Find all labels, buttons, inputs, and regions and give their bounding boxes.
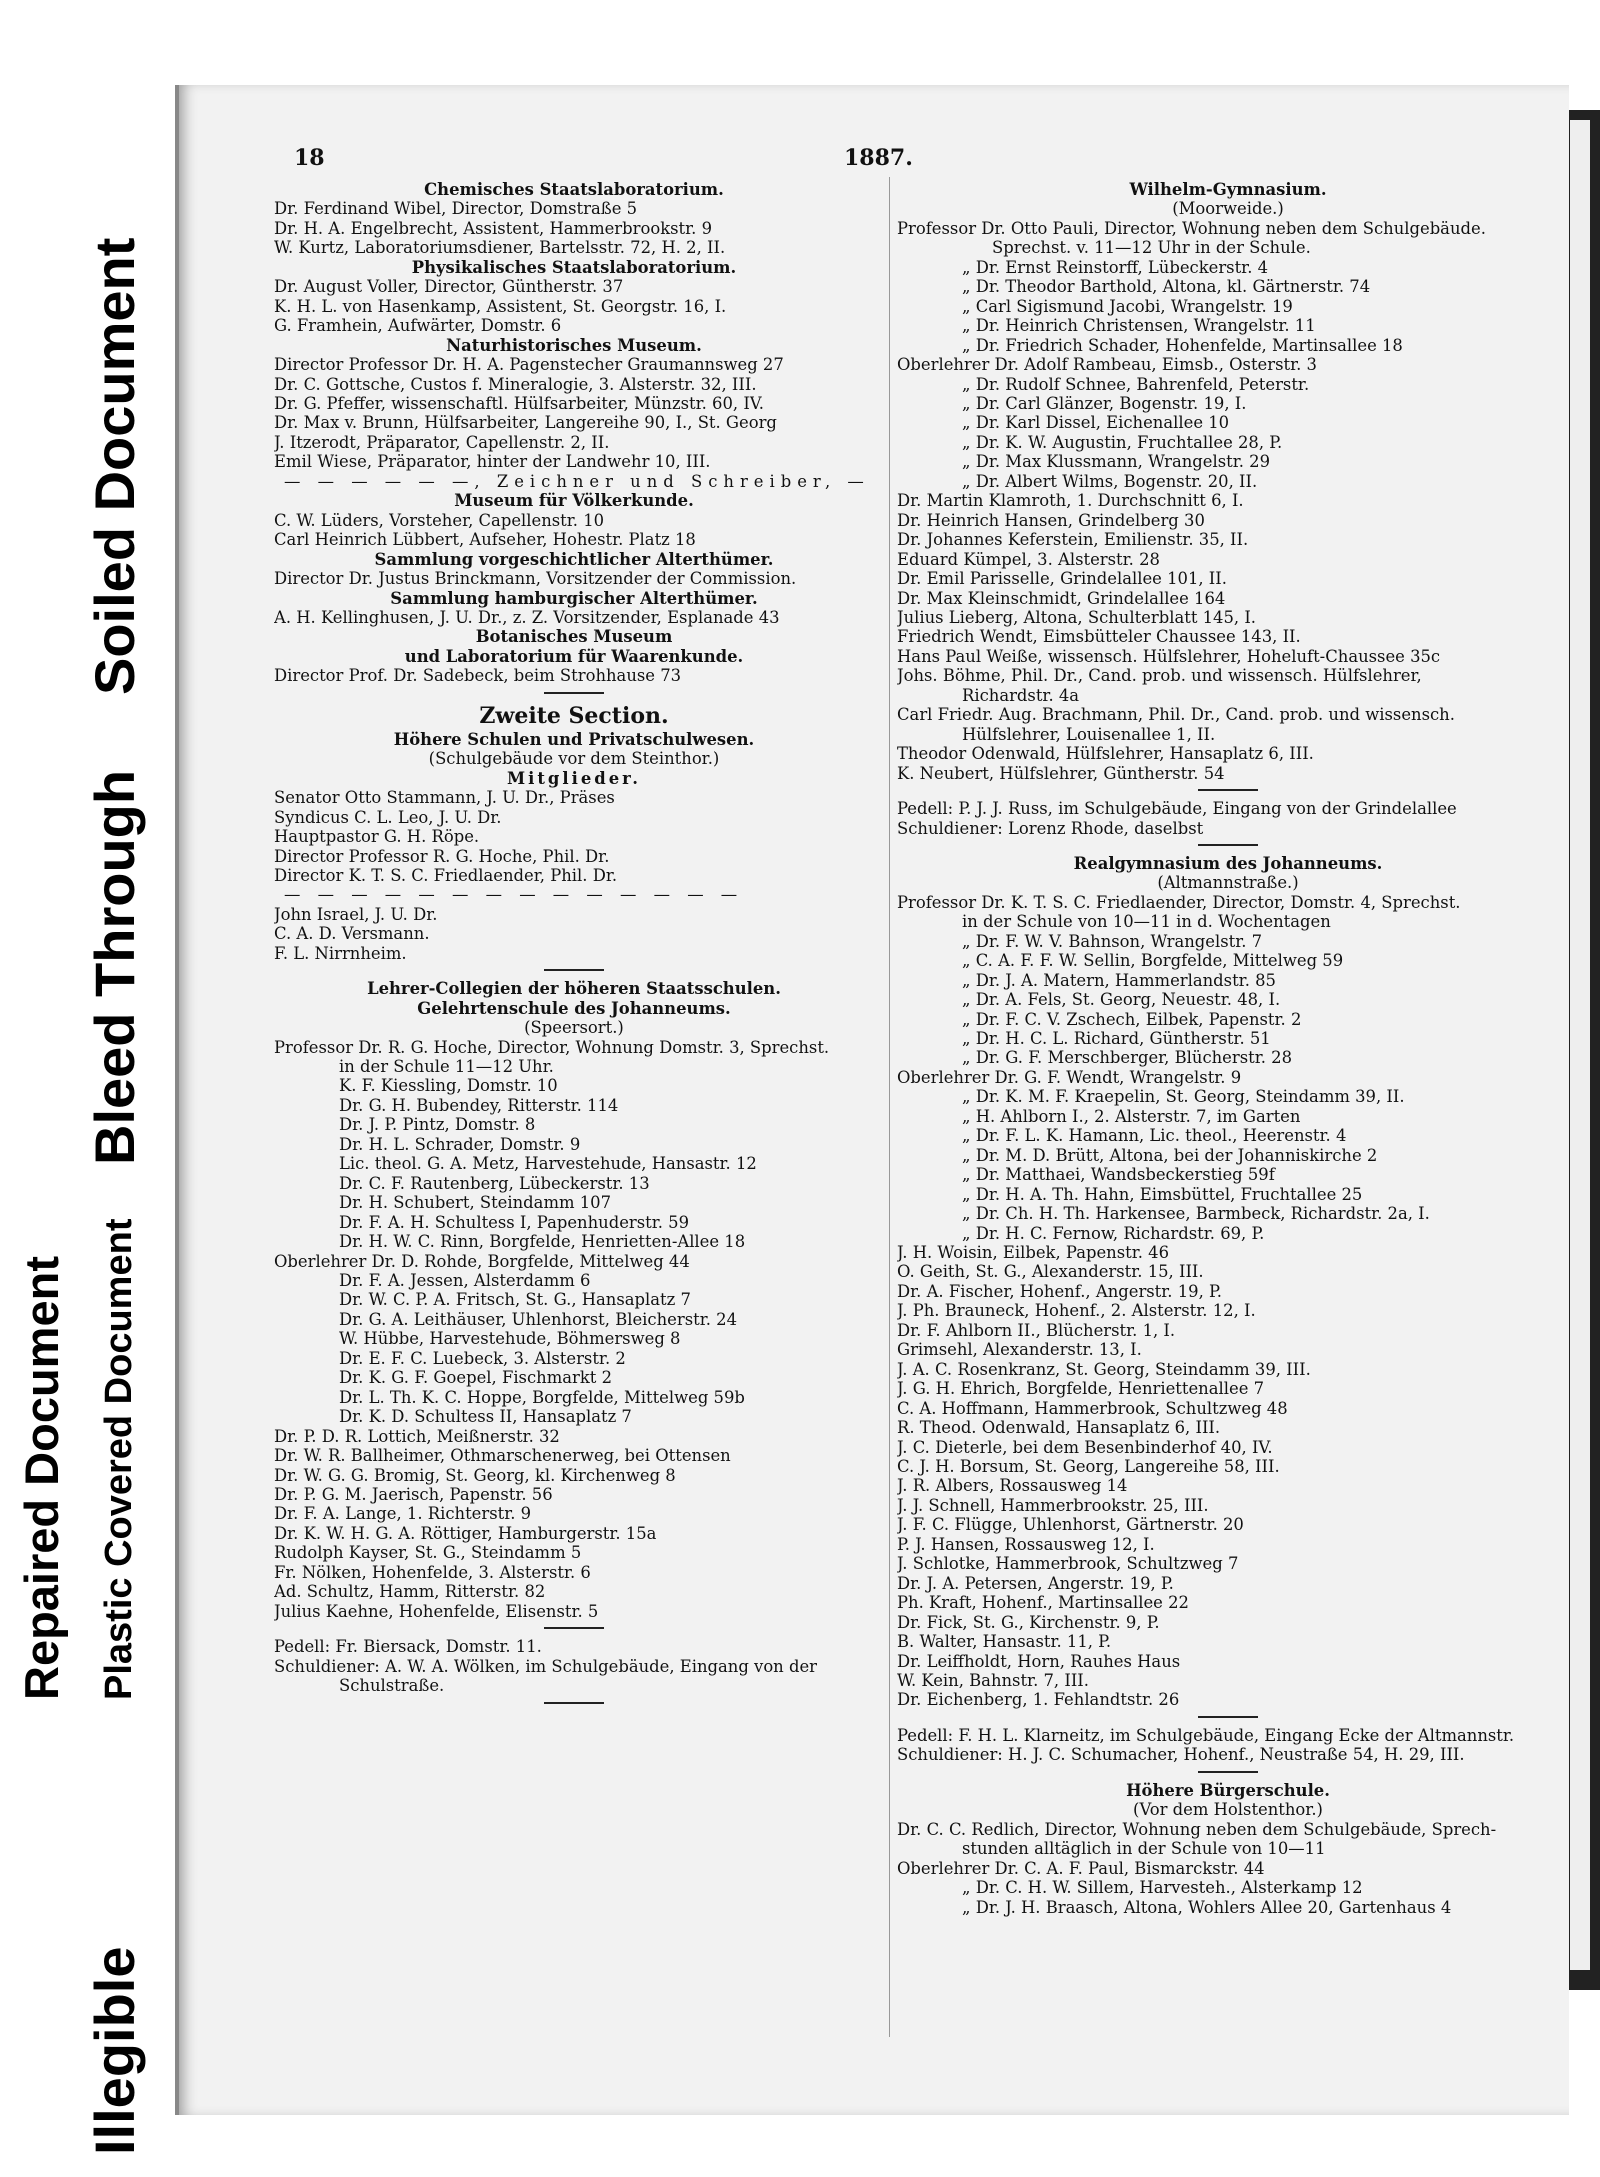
section-title: Gelehrtenschule des Johanneums. — [417, 998, 731, 1018]
directory-entry: C. A. Hoffmann, Hammerbrook, Schultzweg 48 — [897, 1398, 1288, 1418]
directory-entry: Dr. A. Fischer, Hohenf., Angerstr. 19, P. — [897, 1281, 1222, 1301]
directory-entry: Dr. Johannes Keferstein, Emilienstr. 35, II. — [897, 530, 1249, 550]
section-title: Realgymnasium des Johanneums. — [1073, 853, 1383, 873]
directory-entry: Richardstr. 4a — [962, 685, 1080, 705]
section-title: Chemisches Staatslaboratorium. — [424, 180, 724, 199]
left-column — [274, 180, 874, 1712]
directory-entry: J. R. Albers, Rossausweg 14 — [897, 1476, 1128, 1496]
directory-entry: Dr. F. A. Lange, 1. Richterstr. 9 — [274, 1504, 532, 1524]
section-title: Höhere Bürgerschule. — [1126, 1780, 1330, 1800]
directory-entry: Dr. August Voller, Director, Güntherstr. 37 — [274, 277, 624, 297]
directory-entry: „ Dr. F. W. V. Bahnson, Wrangelstr. 7 — [962, 931, 1263, 951]
directory-entry: J. H. Woisin, Eilbek, Papenstr. 46 — [897, 1243, 1170, 1263]
directory-entry: „ C. A. F. F. W. Sellin, Borgfelde, Mittelweg 59 — [962, 951, 1344, 971]
directory-entry: Dr. P. G. M. Jaerisch, Papenstr. 56 — [274, 1485, 553, 1504]
directory-entry: Director Dr. Justus Brinckmann, Vorsitzender der Commission. — [274, 569, 797, 589]
directory-entry: Dr. H. Schubert, Steindamm 107 — [339, 1193, 612, 1213]
directory-entry: C. A. D. Versmann. — [274, 924, 430, 944]
page-number: 18 — [294, 145, 325, 171]
directory-entry: Dr. G. Pfeffer, wissenschaftl. Hülfsarbeiter, Münzstr. 60, IV. — [274, 393, 764, 413]
directory-entry: Dr. K. G. F. Goepel, Fischmarkt 2 — [339, 1368, 613, 1388]
directory-entry: Professor Dr. Otto Pauli, Director, Wohnung neben dem Schulgebäude. — [897, 218, 1486, 238]
section-title: Wilhelm-Gymnasium. — [1129, 180, 1327, 199]
directory-entry: „ Dr. H. C. L. Richard, Güntherstr. 51 — [962, 1029, 1271, 1049]
directory-entry: J. Itzerodt, Präparator, Capellenstr. 2, II. — [274, 432, 610, 452]
directory-entry: Professor Dr. R. G. Hoche, Director, Wohnung Domstr. 3, Sprechst. — [274, 1037, 830, 1057]
directory-entry: Dr. K. D. Schultess II, Hansaplatz 7 — [339, 1407, 632, 1427]
directory-entry: Dr. K. W. H. G. A. Röttiger, Hamburgerstr. 15a — [274, 1523, 657, 1543]
section-rule — [1198, 844, 1258, 846]
section-rule — [544, 969, 604, 971]
directory-entry: Julius Kaehne, Hohenfelde, Elisenstr. 5 — [274, 1601, 599, 1621]
directory-entry: J. J. Schnell, Hammerbrookstr. 25, III. — [897, 1495, 1209, 1515]
directory-entry: Carl Heinrich Lübbert, Aufseher, Hohestr. Platz 18 — [274, 530, 696, 550]
directory-entry: W. Kein, Bahnstr. 7, III. — [897, 1670, 1089, 1690]
section-subtitle: (Schulgebäude vor dem Steinthor.) — [428, 749, 720, 769]
section-subtitle: (Altmannstraße.) — [1157, 873, 1299, 893]
directory-entry: „ Dr. H. A. Th. Hahn, Eimsbüttel, Fruchtallee 25 — [962, 1184, 1363, 1204]
directory-entry: „ H. Ahlborn I., 2. Alsterstr. 7, im Garten — [962, 1106, 1301, 1126]
directory-entry: J. Ph. Brauneck, Hohenf., 2. Alsterstr. 12, I. — [897, 1301, 1256, 1321]
section-title: Physikalisches Staatslaboratorium. — [411, 257, 737, 277]
directory-entry: J. Schlotke, Hammerbrook, Schultzweg 7 — [897, 1554, 1239, 1574]
label-plastic-covered-document: Plastic Covered Document — [98, 1218, 140, 1700]
label-repaired-document: Repaired Document — [15, 1256, 68, 1700]
directory-entry: Dr. W. R. Ballheimer, Othmarschenerweg, bei Ottensen — [274, 1446, 731, 1466]
document-condition-labels — [0, 0, 160, 2177]
directory-entry: Dr. W. C. P. A. Fritsch, St. G., Hansaplatz 7 — [339, 1290, 691, 1310]
directory-entry: „ Dr. F. L. K. Hamann, Lic. theol., Heerenstr. 4 — [962, 1126, 1347, 1146]
directory-entry: Dr. E. F. C. Luebeck, 3. Alsterstr. 2 — [339, 1348, 626, 1368]
right-column — [897, 180, 1559, 1917]
directory-entry: „ Dr. Friedrich Schader, Hohenfelde, Martinsallee 18 — [962, 335, 1403, 355]
directory-entry: „ Dr. J. A. Matern, Hammerlandstr. 85 — [962, 970, 1276, 990]
directory-entry: Schuldiener: H. J. C. Schumacher, Hohenf., Neustraße 54, H. 29, III. — [897, 1745, 1465, 1765]
directory-entry: C. J. H. Borsum, St. Georg, Langereihe 58, III. — [897, 1457, 1280, 1476]
directory-entry: Dr. C. Gottsche, Custos f. Mineralogie, 3. Alsterstr. 32, III. — [274, 374, 757, 394]
directory-entry: „ Dr. K. M. F. Kraepelin, St. Georg, Steindamm 39, II. — [962, 1087, 1405, 1107]
directory-entry: Director Prof. Dr. Sadebeck, beim Strohhause 73 — [274, 666, 682, 686]
directory-entry: Schuldiener: A. W. A. Wölken, im Schulgebäude, Eingang von der — [274, 1656, 817, 1676]
section-subtitle: (Moorweide.) — [1172, 199, 1284, 219]
section-heading: Zweite Section. — [479, 702, 669, 729]
directory-entry: Ad. Schultz, Hamm, Ritterstr. 82 — [274, 1582, 546, 1602]
directory-entry: B. Walter, Hansastr. 11, P. — [897, 1632, 1112, 1652]
directory-entry: — — — — — —, Zeichner und Schreiber, — — [284, 471, 870, 491]
directory-entry: Senator Otto Stammann, J. U. Dr., Präses — [274, 788, 615, 808]
directory-entry: Carl Friedr. Aug. Brachmann, Phil. Dr., Cand. prob. und wissensch. — [897, 705, 1455, 725]
directory-entry: Dr. Max v. Brunn, Hülfsarbeiter, Langereihe 90, I., St. Georg — [274, 413, 777, 433]
section-title: Mitglieder. — [506, 768, 641, 788]
directory-entry: in der Schule 11—12 Uhr. — [339, 1057, 554, 1077]
directory-entry: „ Dr. Ernst Reinstorff, Lübeckerstr. 4 — [962, 257, 1269, 277]
directory-entry: Fr. Nölken, Hohenfelde, 3. Alsterstr. 6 — [274, 1562, 591, 1582]
directory-entry: Dr. W. G. G. Bromig, St. Georg, kl. Kirchenweg 8 — [274, 1465, 676, 1485]
directory-entry: K. H. L. von Hasenkamp, Assistent, St. Georgstr. 16, I. — [274, 296, 727, 316]
section-title: Sammlung hamburgischer Alterthümer. — [390, 588, 758, 608]
directory-entry: Oberlehrer Dr. D. Rohde, Borgfelde, Mittelweg 44 — [274, 1251, 690, 1271]
directory-entry: Dr. Martin Klamroth, 1. Durchschnitt 6, I. — [897, 491, 1244, 511]
section-title: Museum für Völkerkunde. — [454, 491, 694, 511]
directory-entry: John Israel, J. U. Dr. — [274, 904, 438, 924]
directory-entry: „ Dr. Theodor Barthold, Altona, kl. Gärtnerstr. 74 — [962, 277, 1371, 297]
directory-entry: Pedell: P. J. J. Russ, im Schulgebäude, Eingang von der Grindelallee — [897, 799, 1457, 819]
directory-entry: Dr. F. Ahlborn II., Blücherstr. 1, I. — [897, 1320, 1176, 1340]
directory-entry: Dr. H. L. Schrader, Domstr. 9 — [339, 1134, 581, 1154]
directory-entry: „ Dr. M. D. Brütt, Altona, bei der Johanniskirche 2 — [962, 1145, 1378, 1165]
directory-entry: Dr. H. A. Engelbrecht, Assistent, Hammerbrookstr. 9 — [274, 218, 713, 238]
directory-entry: Hauptpastor G. H. Röpe. — [274, 827, 480, 847]
directory-entry: „ Dr. Rudolf Schnee, Bahrenfeld, Peterstr. — [962, 374, 1310, 394]
directory-entry: Dr. Emil Parisselle, Grindelallee 101, II. — [897, 569, 1227, 589]
section-rule — [544, 692, 604, 694]
directory-entry: Hülfslehrer, Louisenallee 1, II. — [962, 724, 1216, 744]
directory-entry: F. L. Nirrnheim. — [274, 943, 407, 963]
directory-entry: „ Dr. Matthaei, Wandsbeckerstieg 59f — [962, 1165, 1275, 1185]
section-title: und Laboratorium für Waarenkunde. — [404, 646, 744, 666]
directory-entry: „ Dr. Max Klussmann, Wrangelstr. 29 — [962, 452, 1271, 472]
directory-entry: „ Dr. A. Fels, St. Georg, Neuestr. 48, I. — [962, 990, 1281, 1010]
directory-entry: „ Dr. Karl Dissel, Eichenallee 10 — [962, 413, 1230, 433]
directory-entry: Dr. C. C. Redlich, Director, Wohnung neben dem Schulgebäude, Sprech- — [897, 1819, 1497, 1839]
directory-entry: „ Dr. Carl Glänzer, Bogenstr. 19, I. — [962, 393, 1247, 413]
directory-entry: stunden alltäglich in der Schule von 10—11 — [962, 1839, 1326, 1859]
directory-entry: J. A. C. Rosenkranz, St. Georg, Steindamm 39, III. — [897, 1359, 1311, 1379]
directory-entry: Dr. Fick, St. G., Kirchenstr. 9, P. — [897, 1612, 1160, 1632]
page-year: 1887. — [844, 145, 913, 171]
directory-entry: „ Dr. C. H. W. Sillem, Harvesteh., Alsterkamp 12 — [962, 1878, 1363, 1898]
directory-entry: Director Professor Dr. H. A. Pagenstecher Graumannsweg 27 — [274, 355, 784, 375]
section-subtitle: (Vor dem Holstenthor.) — [1133, 1800, 1323, 1820]
directory-entry: Director Professor R. G. Hoche, Phil. Dr. — [274, 846, 610, 866]
section-rule — [1198, 1771, 1258, 1773]
directory-entry: Dr. Max Kleinschmidt, Grindelallee 164 — [897, 588, 1226, 608]
section-title: Naturhistorisches Museum. — [446, 335, 702, 355]
directory-entry: Pedell: F. H. L. Klarneitz, im Schulgebäude, Eingang Ecke der Altmannstr. — [897, 1725, 1515, 1745]
directory-entry: Schulstraße. — [339, 1676, 445, 1696]
directory-entry: Dr. F. A. Jessen, Alsterdamm 6 — [339, 1271, 591, 1291]
directory-entry: Dr. Heinrich Hansen, Grindelberg 30 — [897, 510, 1205, 530]
directory-entry: J. G. H. Ehrich, Borgfelde, Henriettenallee 7 — [897, 1379, 1265, 1399]
directory-entry: — — — — — — — — — — — — — — — [284, 885, 744, 905]
directory-entry: Rudolph Kayser, St. G., Steindamm 5 — [274, 1543, 582, 1563]
directory-entry: Theodor Odenwald, Hülfslehrer, Hansaplatz 6, III. — [897, 744, 1314, 764]
directory-entry: W. Kurtz, Laboratoriumsdiener, Bartelsstr. 72, H. 2, II. — [274, 238, 726, 258]
directory-entry: P. J. Hansen, Rossausweg 12, I. — [897, 1534, 1155, 1554]
label-illegible: Illegible — [83, 1946, 146, 2155]
directory-entry: „ Dr. Albert Wilms, Bogenstr. 20, II. — [962, 471, 1258, 491]
directory-entry: J. F. C. Flügge, Uhlenhorst, Gärtnerstr. 20 — [897, 1515, 1244, 1535]
section-rule — [544, 1702, 604, 1704]
section-subtitle: (Speersort.) — [524, 1018, 624, 1038]
directory-entry: „ Dr. F. C. V. Zschech, Eilbek, Papenstr. 2 — [962, 1009, 1302, 1029]
section-rule — [544, 1627, 604, 1629]
column-divider — [889, 177, 890, 2037]
directory-entry: Dr. G. A. Leithäuser, Uhlenhorst, Bleicherstr. 24 — [339, 1309, 737, 1329]
directory-entry: Ph. Kraft, Hohenf., Martinsallee 22 — [897, 1593, 1189, 1613]
directory-entry: Dr. P. D. R. Lottich, Meißnerstr. 32 — [274, 1426, 560, 1446]
section-title: Lehrer-Collegien der höheren Staatsschulen. — [367, 979, 781, 999]
directory-entry: Julius Lieberg, Altona, Schulterblatt 145, I. — [897, 607, 1257, 627]
directory-entry: Dr. L. Th. K. C. Hoppe, Borgfelde, Mittelweg 59b — [339, 1387, 745, 1407]
directory-entry: Dr. C. F. Rautenberg, Lübeckerstr. 13 — [339, 1173, 650, 1193]
label-soiled-document: Soiled Document — [83, 237, 146, 695]
directory-entry: A. H. Kellinghusen, J. U. Dr., z. Z. Vorsitzender, Esplanade 43 — [274, 607, 780, 627]
directory-entry: K. F. Kiessling, Domstr. 10 — [339, 1076, 558, 1096]
directory-entry: Dr. Eichenberg, 1. Fehlandtstr. 26 — [897, 1690, 1180, 1710]
directory-entry: „ Dr. J. H. Braasch, Altona, Wohlers Allee 20, Gartenhaus 4 — [962, 1897, 1452, 1917]
directory-entry: „ Dr. K. W. Augustin, Fruchtallee 28, P. — [962, 432, 1283, 452]
directory-entry: „ Dr. G. F. Merschberger, Blücherstr. 28 — [962, 1048, 1293, 1068]
section-title: Botanisches Museum — [475, 627, 673, 647]
directory-entry: Hans Paul Weiße, wissensch. Hülfslehrer, Hoheluft-Chaussee 35c — [897, 646, 1441, 666]
directory-entry: Dr. G. H. Bubendey, Ritterstr. 114 — [339, 1095, 619, 1115]
directory-entry: Sprechst. v. 11—12 Uhr in der Schule. — [992, 238, 1311, 258]
directory-entry: „ Dr. Heinrich Christensen, Wrangelstr. 11 — [962, 316, 1316, 336]
directory-entry: Dr. J. P. Pintz, Domstr. 8 — [339, 1115, 536, 1135]
directory-entry: W. Hübbe, Harvestehude, Böhmersweg 8 — [339, 1329, 681, 1349]
directory-entry: C. W. Lüders, Vorsteher, Capellenstr. 10 — [274, 510, 605, 530]
directory-entry: Pedell: Fr. Biersack, Domstr. 11. — [274, 1637, 542, 1657]
directory-entry: Syndicus C. L. Leo, J. U. Dr. — [274, 807, 502, 827]
directory-entry: K. Neubert, Hülfslehrer, Güntherstr. 54 — [897, 763, 1225, 783]
directory-entry: Oberlehrer Dr. Adolf Rambeau, Eimsb., Osterstr. 3 — [897, 355, 1317, 375]
directory-entry: Oberlehrer Dr. C. A. F. Paul, Bismarckstr. 44 — [897, 1858, 1265, 1878]
directory-entry: R. Theod. Odenwald, Hansaplatz 6, III. — [897, 1418, 1221, 1438]
book-edge-page — [1570, 120, 1590, 1970]
directory-entry: Director K. T. S. C. Friedlaender, Phil. Dr. — [274, 865, 618, 885]
directory-entry: „ Carl Sigismund Jacobi, Wrangelstr. 19 — [962, 296, 1293, 316]
directory-entry: Oberlehrer Dr. G. F. Wendt, Wrangelstr. 9 — [897, 1067, 1242, 1087]
label-bleed-through: Bleed Through — [83, 769, 146, 1165]
directory-entry: „ Dr. H. C. Fernow, Richardstr. 69, P. — [962, 1223, 1265, 1243]
directory-entry: Johs. Böhme, Phil. Dr., Cand. prob. und wissensch. Hülfslehrer, — [897, 666, 1422, 686]
directory-entry: Dr. J. A. Petersen, Angerstr. 19, P. — [897, 1573, 1174, 1593]
directory-entry: Dr. H. W. C. Rinn, Borgfelde, Henrietten-Allee 18 — [339, 1232, 746, 1252]
directory-entry: O. Geith, St. G., Alexanderstr. 15, III. — [897, 1262, 1204, 1282]
directory-entry: Eduard Kümpel, 3. Alsterstr. 28 — [897, 549, 1160, 569]
directory-entry: Schuldiener: Lorenz Rhode, daselbst — [897, 818, 1204, 838]
directory-entry: Dr. Ferdinand Wibel, Director, Domstraße 5 — [274, 199, 638, 219]
directory-entry: Dr. Leiffholdt, Horn, Rauhes Haus — [897, 1651, 1181, 1671]
directory-entry: Lic. theol. G. A. Metz, Harvestehude, Hansastr. 12 — [339, 1154, 757, 1174]
section-title: Sammlung vorgeschichtlicher Alterthümer. — [374, 549, 774, 569]
section-rule — [1198, 789, 1258, 791]
directory-entry: Grimsehl, Alexanderstr. 13, I. — [897, 1340, 1142, 1360]
directory-entry: in der Schule von 10—11 in d. Wochentagen — [962, 912, 1331, 932]
directory-entry: „ Dr. Ch. H. Th. Harkensee, Barmbeck, Richardstr. 2a, I. — [962, 1204, 1430, 1224]
directory-entry: Emil Wiese, Präparator, hinter der Landwehr 10, III. — [274, 452, 711, 472]
section-rule — [1198, 1716, 1258, 1718]
scanned-page — [175, 85, 1569, 2115]
directory-entry: J. C. Dieterle, bei dem Besenbinderhof 40, IV. — [897, 1437, 1273, 1457]
section-title: Höhere Schulen und Privatschulwesen. — [393, 729, 755, 749]
directory-entry: Friedrich Wendt, Eimsbütteler Chaussee 143, II. — [897, 627, 1301, 647]
directory-entry: Dr. F. A. H. Schultess I, Papenhuderstr. 59 — [339, 1212, 690, 1232]
directory-entry: Professor Dr. K. T. S. C. Friedlaender, Director, Domstr. 4, Sprechst. — [897, 892, 1461, 912]
directory-entry: G. Framhein, Aufwärter, Domstr. 6 — [274, 316, 562, 336]
